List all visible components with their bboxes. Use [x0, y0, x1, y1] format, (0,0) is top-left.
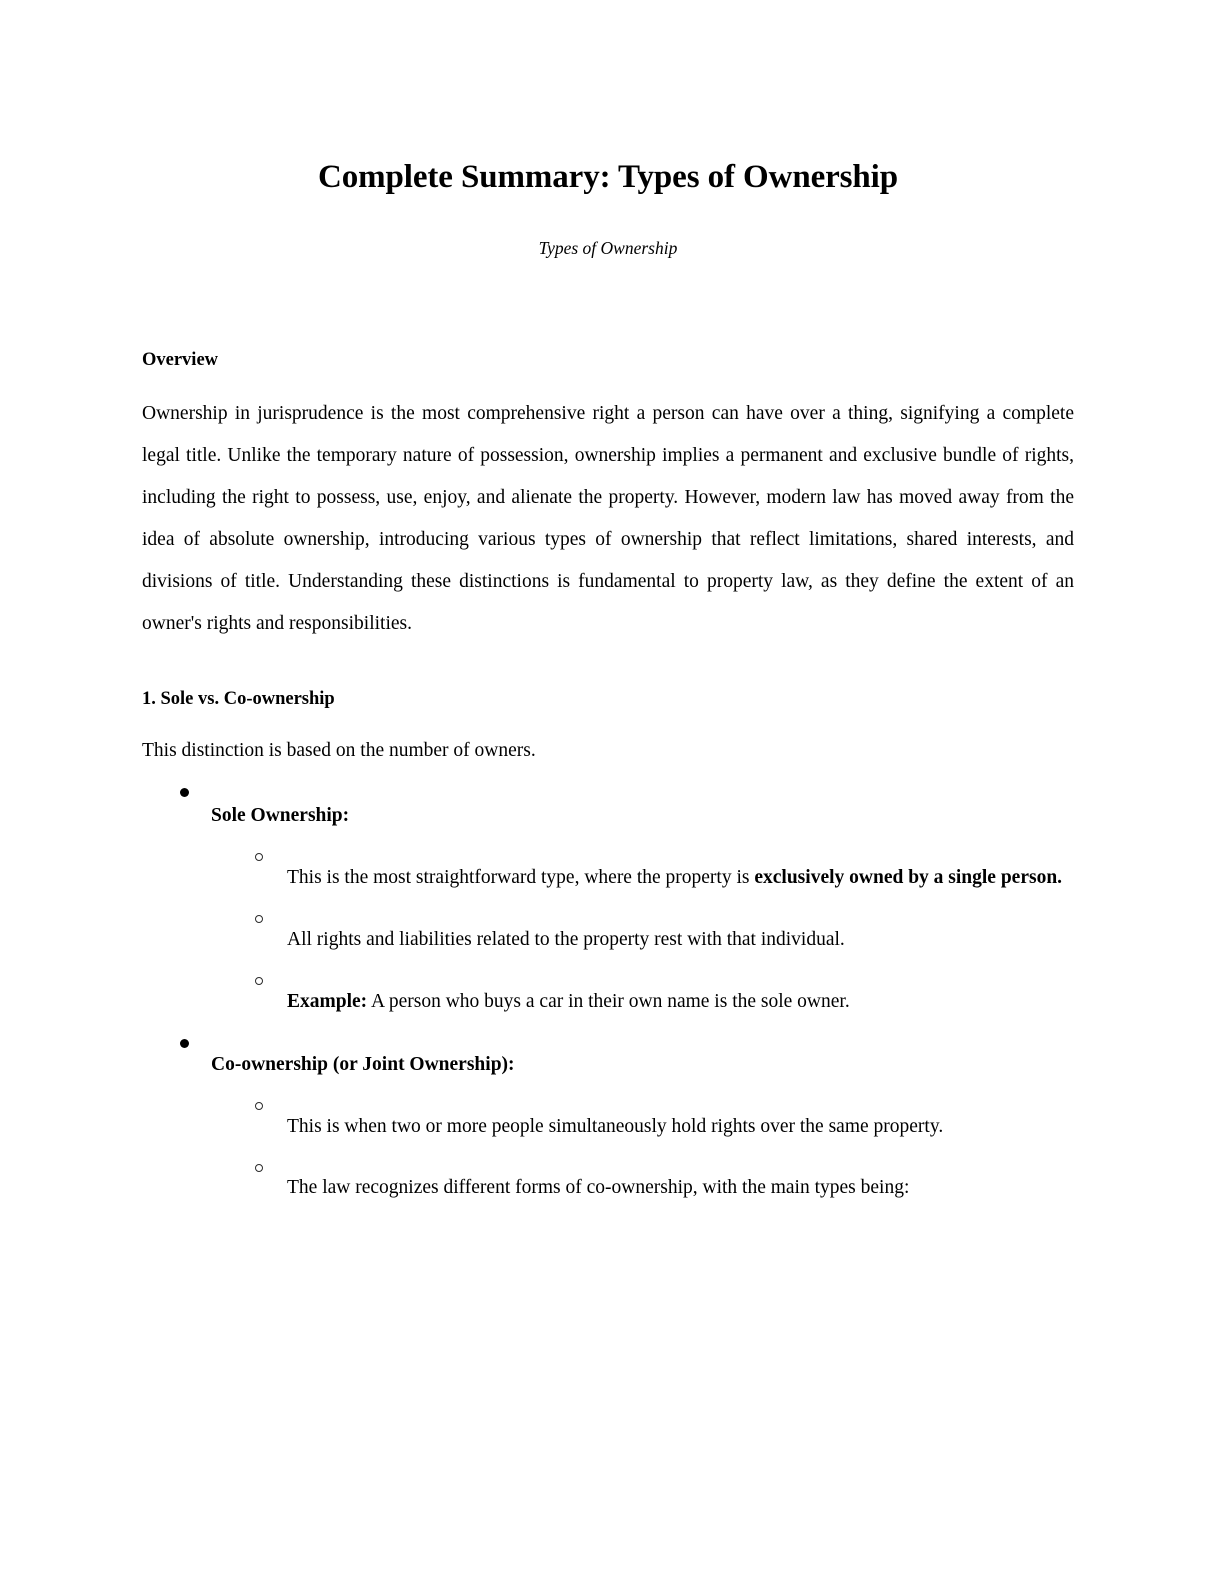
bullet-disc-icon — [180, 1039, 189, 1048]
paragraph-distinction-intro: This distinction is based on the number of owners. — [142, 739, 536, 761]
bullet-disc-icon — [180, 788, 189, 797]
bullet-circle-icon — [255, 1164, 263, 1172]
sublist-emphasis: exclusively owned by a single person. — [754, 866, 1063, 888]
list-item — [211, 1086, 1074, 1148]
sole-ownership-sublist — [211, 837, 1074, 1023]
document-subtitle: Types of Ownership — [538, 237, 678, 258]
sublist-text: A person who buys a car in their own name is the sole owner. — [367, 990, 850, 1012]
list-item — [211, 899, 1074, 961]
co-ownership-sublist — [211, 1086, 1074, 1209]
list-item — [211, 1148, 1074, 1209]
sublist-lead-label: Example: — [287, 990, 368, 1012]
bullet-circle-icon — [255, 977, 263, 985]
list-item-label: Sole Ownership: — [211, 804, 350, 826]
list-item-sole-ownership — [142, 772, 1074, 1023]
list-item-label: Co-ownership (or Joint Ownership): — [211, 1053, 515, 1075]
paragraph-overview: Ownership in jurisprudence is the most comprehensive right a person can have over a thing, signifying a complete legal title. Unlike the temporary nature of possession, ownership implies a permanent and exclusive bundle of rights, including the right to possess, use, enjoy, and alienate the property. However, modern law has moved away from the idea of absolute ownership, introducing various types of ownership that reflect limitations, shared interests, and divisions of title. Understanding these distinctions is fundamental to property law, as they define the extent of an owner's rights and responsibilities. — [142, 402, 1074, 634]
list-item — [211, 961, 1074, 1023]
heading-overview: Overview — [142, 349, 219, 370]
bullet-circle-icon — [255, 915, 263, 923]
bullet-circle-icon — [255, 853, 263, 861]
sublist-text: The law recognizes different forms of co-ownership, with the main types being: — [287, 1176, 910, 1198]
ownership-type-list — [142, 772, 1074, 1209]
list-item — [211, 837, 1074, 899]
page-title: Complete Summary: Types of Ownership — [317, 159, 898, 195]
sublist-text: This is when two or more people simultaneously hold rights over the same property. — [287, 1115, 944, 1137]
sublist-text: All rights and liabilities related to the property rest with that individual. — [287, 928, 845, 950]
sublist-text: This is the most straightforward type, where the property is — [287, 866, 755, 888]
list-item-co-ownership — [142, 1023, 1074, 1209]
heading-sole-vs-co-ownership: 1. Sole vs. Co-ownership — [142, 688, 335, 709]
document-content — [142, 0, 1074, 1209]
bullet-circle-icon — [255, 1102, 263, 1110]
